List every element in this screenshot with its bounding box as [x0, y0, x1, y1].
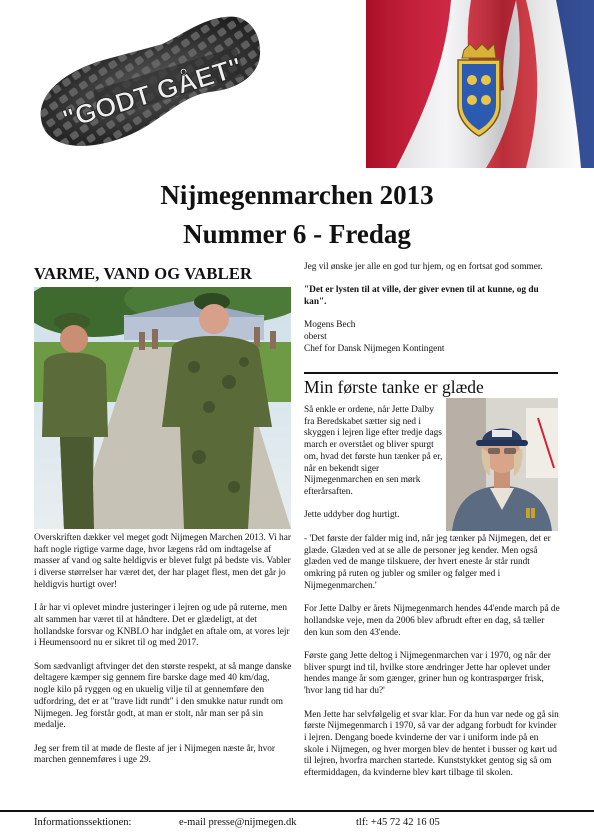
signature-name: Mogens Bech: [304, 320, 356, 331]
right-article-headline: Min første tanke er glæde: [304, 377, 484, 397]
signature-rank: oberst: [304, 332, 327, 343]
right-article-body: [304, 534, 560, 791]
paragraph: Så enkle er ordene, når Jette Dalby fra Beredskabet sætter sig ned i skyggen i lejren lige efter tredje dags march er overstået og bliver spurgt om, hvad det første hun tænker på er, når en bekendt siger Nijmegenmarchen en sen mørk efterårsaften.: [304, 405, 443, 497]
left-article-headline: VARME, VAND OG VABLER: [34, 264, 253, 283]
signature-title: Chef for Dansk Nijmegen Kontingent: [304, 343, 445, 354]
footer-section-label: Informationssektionen:: [34, 817, 132, 828]
paragraph: Jette uddyber dog hurtigt.: [304, 510, 400, 521]
right-article-intro: [304, 405, 444, 534]
paragraph: Jeg vil ønske jer alle en god tur hjem, og en fortsat god sommer.: [304, 262, 543, 272]
godt-gaaet-logo: [24, 6, 274, 168]
footer-phone: tlf: +45 72 42 16 05: [356, 817, 440, 828]
paragraph: Som sædvanligt aftvinger det den største respekt, at så mange danske deltagere kæmper sig gennem fire barske dage med 40 km/dag, nogle kilo på ryggen og en ukuelig vilje til at gennemføre den udfordring, det er at "trave lidt rundt" i den smukke natur rundt om Nijmegen. Jeg forstår godt, at man er stolt, når man ser på sin medalje.: [34, 661, 292, 731]
paragraph: Første gang Jette deltog i Nijmegenmarchen var i 1970, og når der bliver spurgt ind til, hvilke store ændringer Jette har oplevet under hendes mange år som gænger, griner hun og kontraspørger frisk, 'hvor lang tid har du?': [304, 651, 551, 697]
logo-text: "GODT GÅET": [59, 51, 246, 135]
commander-greeting: [304, 262, 560, 356]
paragraph: For Jette Dalby er årets Nijmegenmarch hendes 44'ende march på de hollandske veje, men da 2006 blev afbrudt efter en dag, så tæller den kun som den 43'ende.: [304, 604, 560, 638]
jette-dalby-portrait: [446, 398, 558, 531]
section-divider: [304, 372, 558, 374]
soldiers-walking-photo: [34, 287, 291, 529]
paragraph: I år har vi oplevet mindre justeringer i lejren og ude på ruterne, men alt sammen har været til at håndtere. Det er glædeligt, at det hollandske forsvar og KNBLO har indgået en aftale om, at vores lejr i Heumensoord nu er sikret til og med 2017.: [34, 603, 290, 649]
paragraph: Men Jette har selvfølgelig et svar klar. For da hun var nede og gå sin første Nijmegenmarch i 1970, så var der adgang forbudt for kvinder i lejren. Dengang boede kvinderne der var i uniform inde på en skole i Nijmegen, og hver morgen blev de hentet i busser og kørt ud til lejren, hvorfra marchen startede. Kunststykket gentog sig så om eftermiddagen, da kvinderne blev kørt tilbage til skolen.: [304, 709, 559, 779]
left-article-body: [34, 533, 292, 779]
paragraph: Jeg ser frem til at møde de fleste af jer i Nijmegen næste år, hvor marchen gennemføres i uge 29.: [34, 743, 276, 766]
quote: "Det er lysten til at ville, der giver evnen til at kunne, og du kan".: [304, 285, 539, 308]
issue-subtitle: Nummer 6 - Fredag: [183, 219, 411, 249]
footer-email: e-mail presse@nijmegen.dk: [179, 817, 297, 828]
paragraph: Overskriften dækker vel meget godt Nijmegen Marchen 2013. Vi har haft nogle rigtige varme dage, hvor lægens råd om indtagelse af masser af vand og salte heldigvis er blevet fulgt på bedste vis. Vabler i diverse størrelser har været det, der har plaget flest, men det går jo heldigvis hurtigt over!: [34, 533, 291, 590]
page-title: Nijmegenmarchen 2013: [160, 180, 434, 210]
danish-flag-coat-of-arms: [366, 0, 594, 168]
paragraph: - 'Det første der falder mig ind, når jeg tænker på Nijmegen, det er glæde. Glæden ved at se alle de personer jeg kender. Men også glæden ved de mange tilskuere, der hvert eneste år står rundt omkring på ruten og jubler og smiler og følger med i Nijmegenmarchen.': [304, 534, 551, 591]
footer-divider: [0, 810, 594, 812]
